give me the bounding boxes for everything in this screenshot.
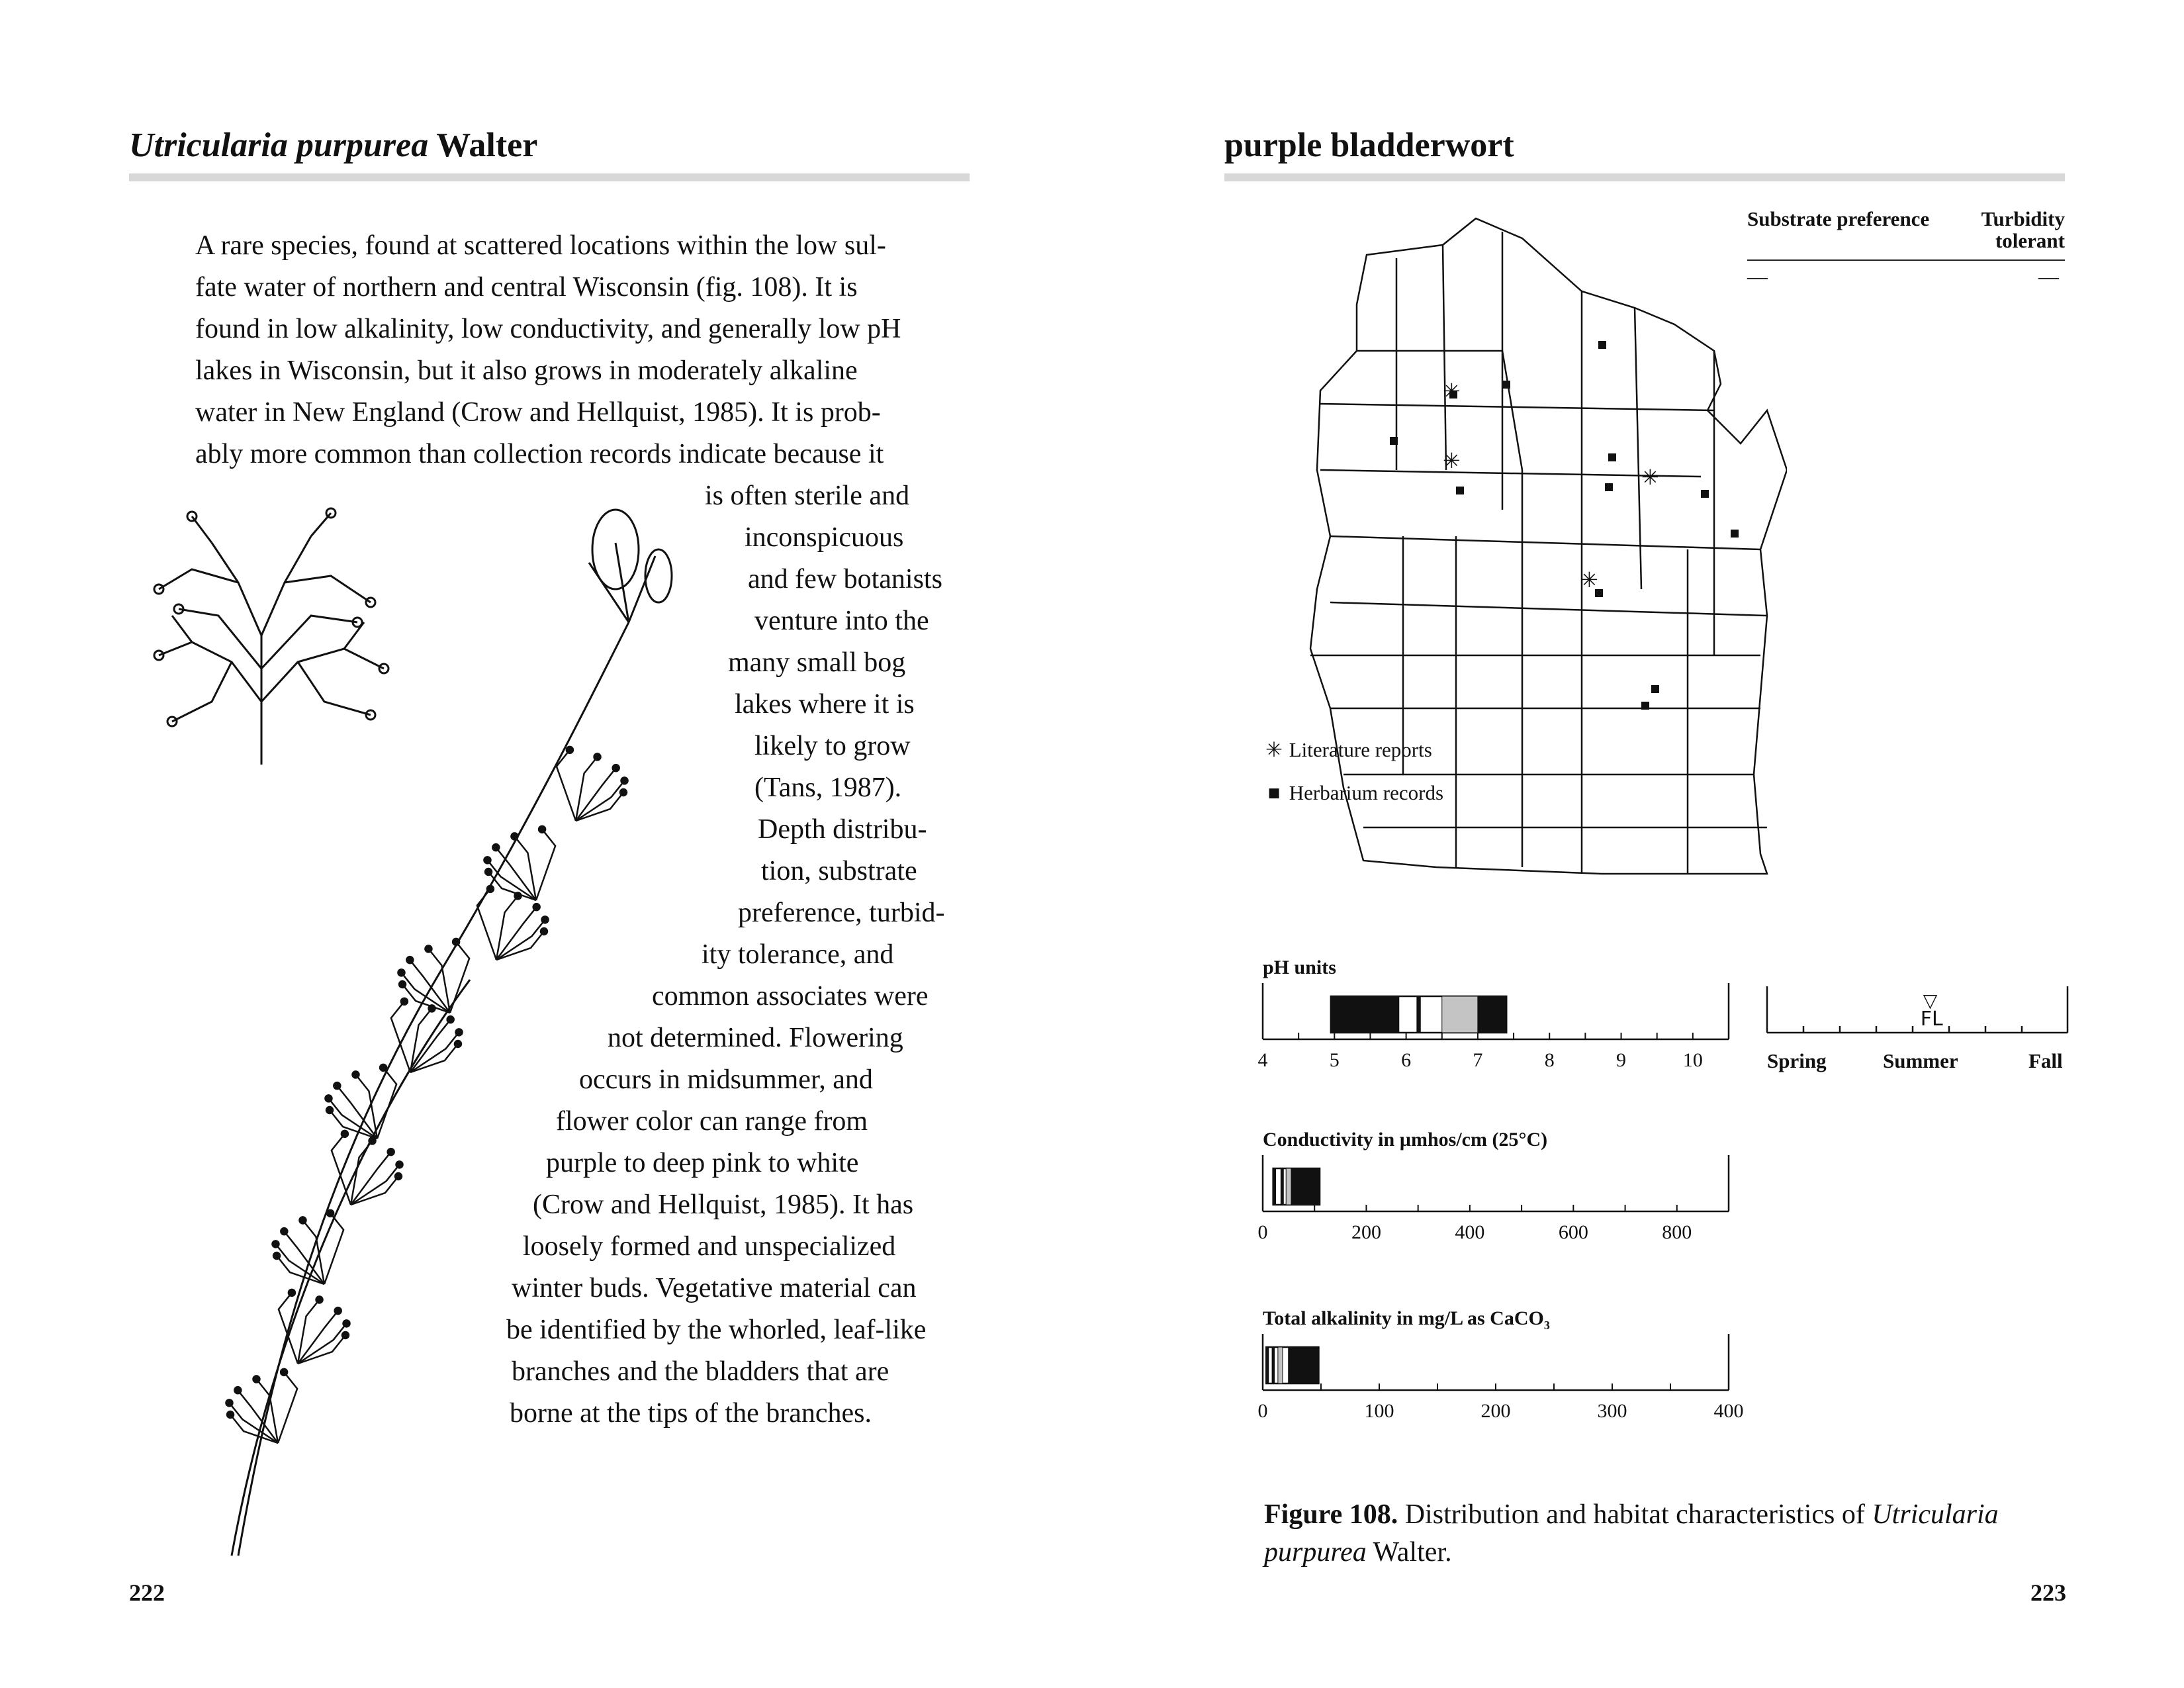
body-line: not determined. Flowering: [608, 1023, 903, 1053]
tick-label: 400: [1713, 1400, 1744, 1422]
tick-label: 0: [1257, 1221, 1268, 1243]
herbarium-record-point: [1598, 341, 1606, 349]
body-line: inconspicuous: [745, 522, 904, 553]
tick-label: 5: [1329, 1049, 1340, 1071]
season-spring: Spring: [1767, 1049, 1827, 1072]
body-line: venture into the: [754, 606, 929, 636]
body-line: water in New England (Crow and Hellquist, 1985). It is prob-: [195, 397, 881, 428]
body-line: (Tans, 1987).: [754, 773, 902, 803]
body-line: be identified by the whorled, leaf-like: [506, 1315, 927, 1345]
body-line: found in low alkalinity, low conductivity, and generally low pH: [195, 314, 901, 344]
herbarium-record-point: [1390, 437, 1398, 445]
herbarium-record-point: [1456, 487, 1464, 494]
range-segment: [1289, 1347, 1319, 1383]
body-line: (Crow and Hellquist, 1985). It has: [533, 1190, 914, 1220]
tick-label: 600: [1558, 1221, 1588, 1243]
body-line: fate water of northern and central Wisconsin (fig. 108). It is: [195, 272, 858, 303]
body-line: and few botanists: [748, 564, 942, 594]
tick-label: 300: [1597, 1400, 1627, 1422]
common-name-title: purple bladderwort: [1224, 126, 1514, 164]
tick-label: 400: [1455, 1221, 1485, 1243]
tick-label: 200: [1480, 1400, 1511, 1422]
left-page-number: 222: [129, 1579, 165, 1606]
title-rule: [129, 173, 970, 181]
body-line: lakes in Wisconsin, but it also grows in moderately alkaline: [195, 355, 858, 386]
tick-label: 8: [1544, 1049, 1555, 1071]
asterisk-icon: ✳: [1265, 738, 1283, 761]
figure-caption: Figure 108. Distribution and habitat characteristics of Utricularia purpurea Walter.: [1264, 1499, 1999, 1568]
tick-label: 200: [1351, 1221, 1381, 1243]
body-line: A rare species, found at scattered locations within the low sul-: [195, 230, 886, 261]
body-line: winter buds. Vegetative material can: [512, 1273, 917, 1303]
tick-label: 0: [1257, 1400, 1268, 1422]
title-rule-right: [1224, 173, 2065, 181]
range-segment: [1266, 1347, 1269, 1383]
range-segment: [1286, 1168, 1291, 1205]
body-line: lakes where it is: [735, 689, 915, 720]
ph-chart-title: pH units: [1263, 957, 1336, 978]
range-segment: [1478, 996, 1506, 1033]
range-segment: [1281, 1168, 1283, 1205]
flowering-triangle-icon: ▽: [1923, 990, 1938, 1011]
square-icon: ■: [1267, 781, 1281, 804]
tick-label: 9: [1616, 1049, 1627, 1071]
herbarium-record-point: [1605, 483, 1613, 491]
herbarium-record-point: [1731, 530, 1739, 538]
legend-literature-reports: ✳ Literature reports: [1265, 738, 1432, 761]
tick-label: 4: [1257, 1049, 1268, 1071]
body-line: loosely formed and unspecialized: [523, 1231, 896, 1262]
tick-label: 7: [1473, 1049, 1483, 1071]
conductivity-chart-title: Conductivity in µmhos/cm (25°C): [1263, 1129, 1548, 1150]
season-summer: Summer: [1883, 1049, 1958, 1072]
tick-label: 6: [1401, 1049, 1412, 1071]
range-segment: [1417, 996, 1420, 1033]
tick-label: 100: [1364, 1400, 1394, 1422]
conductivity-chart: [1257, 1152, 1734, 1225]
range-segment: [1442, 996, 1478, 1033]
substrate-preference-header: Substrate preference: [1747, 207, 1930, 230]
range-segment: [1331, 996, 1399, 1033]
flowering-chart: [1760, 980, 2078, 1046]
herbarium-record-point: [1701, 490, 1709, 498]
alkalinity-chart: [1257, 1331, 1734, 1403]
legend-herbarium-records: ■ Herbarium records: [1264, 781, 1443, 805]
range-segment: [1278, 1347, 1283, 1383]
range-segment: [1272, 1347, 1275, 1383]
body-line: common associates were: [652, 981, 929, 1011]
herbarium-record-point: [1651, 685, 1659, 693]
literature-report-point: ✳: [1443, 379, 1461, 404]
tick-label: 10: [1682, 1049, 1703, 1071]
substrate-preference-value: —: [1747, 265, 1768, 288]
literature-report-point: ✳: [1443, 448, 1461, 473]
flowering-label: FL: [1920, 1008, 1943, 1031]
body-line: ably more common than collection records indicate because it: [195, 439, 884, 469]
herbarium-record-point: [1502, 381, 1510, 389]
plant-stem-illustration: [126, 503, 721, 1562]
body-line: likely to grow: [754, 731, 911, 761]
wisconsin-county-map: [1304, 192, 1787, 920]
species-title: [129, 126, 537, 165]
body-line: branches and the bladders that are: [512, 1356, 889, 1387]
turbidity-tolerant-header: Turbidity tolerant: [1981, 207, 2065, 252]
body-line: purple to deep pink to white: [546, 1148, 859, 1178]
herbarium-record-point: [1608, 453, 1616, 461]
species-author: Walter: [436, 126, 538, 164]
alkalinity-chart-title: Total alkalinity in mg/L as CaCO$_3$: [1263, 1307, 1550, 1332]
body-line: ity tolerance, and: [702, 939, 894, 970]
body-line: is often sterile and: [705, 481, 910, 511]
species-name: Utricularia purpurea: [129, 126, 429, 164]
body-line: preference, turbid-: [738, 898, 945, 928]
range-segment: [1273, 1168, 1276, 1205]
body-line: Depth distribu-: [758, 814, 927, 845]
literature-report-point: ✳: [1580, 567, 1598, 592]
season-fall: Fall: [2028, 1049, 2063, 1072]
herbarium-record-point: [1641, 702, 1649, 710]
range-segment: [1291, 1168, 1320, 1205]
tick-label: 800: [1662, 1221, 1692, 1243]
body-line: tion, substrate: [761, 856, 917, 886]
body-line: many small bog: [728, 647, 906, 678]
right-page: [1092, 0, 2184, 1688]
body-line: occurs in midsummer, and: [579, 1064, 873, 1095]
turbidity-tolerant-value: —: [2038, 265, 2059, 288]
body-line: flower color can range from: [556, 1106, 868, 1137]
header-rule: [1747, 259, 2065, 261]
body-line: borne at the tips of the branches.: [510, 1398, 872, 1429]
literature-report-point: ✳: [1641, 465, 1659, 490]
right-page-number: 223: [2030, 1579, 2066, 1606]
